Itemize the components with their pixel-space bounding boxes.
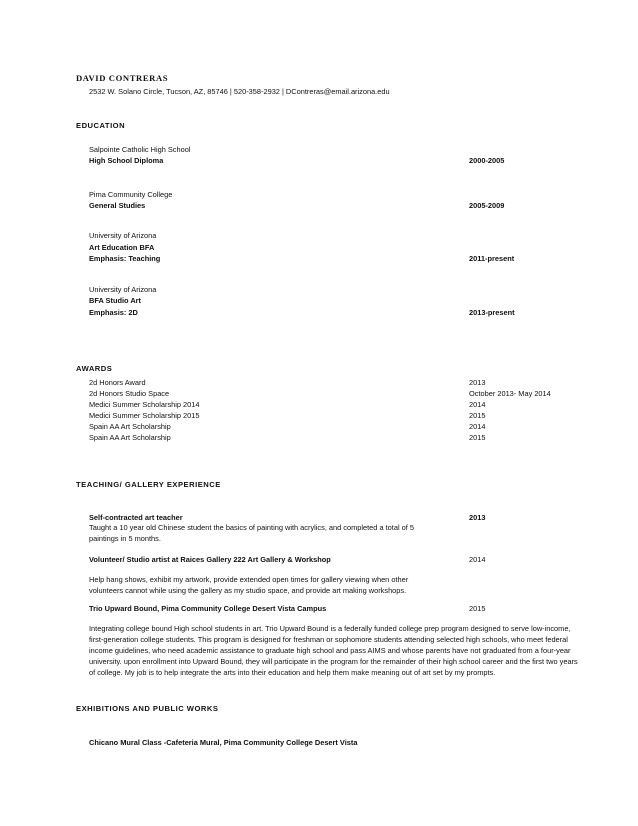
school-name: Salpointe Catholic High School	[89, 145, 191, 154]
school-name: University of Arizona	[89, 231, 157, 240]
award-date: 2014	[469, 400, 486, 409]
school-name: University of Arizona	[89, 285, 157, 294]
exhibitions-heading: EXHIBITIONS AND PUBLIC WORKS	[76, 704, 219, 713]
awards-heading: AWARDS	[76, 364, 113, 373]
education-date: 2000-2005	[469, 156, 505, 165]
degree: BFA Studio Art	[89, 296, 142, 305]
award-name: 2d Honors Award	[89, 378, 146, 387]
exhibition-title: Chicano Mural Class -Cafeteria Mural, Pima Community College Desert Vista	[89, 738, 358, 747]
award-date: 2015	[469, 411, 486, 420]
experience-date: 2015	[469, 604, 486, 613]
education-heading: EDUCATION	[76, 121, 126, 130]
experience-description: Taught a 10 year old Chinese student the basics of painting with acrylics, and completed a total of 5 paintings in 5 months.	[89, 523, 414, 543]
award-name: Spain AA Art Scholarship	[89, 433, 171, 442]
award-date: 2015	[469, 433, 486, 442]
experience-description: Integrating college bound High school students in art. Trio Upward Bound is a federally funded college prep program designed to serve low-income, first-generation college students. This program is designed for freshman or sophomore students attending selected high schools, who meet federal income guidelines, who need academic assistance to graduate high school and pass AIMS and whose parents have not graduated from a four-year university. upon enrollment into Upward Bound, they will participate in the program for the remainder of their high school career and the first two years of college. My job is to help integrate the arts into their education and help them make meaning out of art set by my prompts.	[89, 624, 578, 677]
award-name: Spain AA Art Scholarship	[89, 422, 171, 431]
experience-heading: TEACHING/ GALLERY EXPERIENCE	[76, 480, 221, 489]
emphasis: Emphasis: 2D	[89, 308, 138, 317]
award-name: Medici Summer Scholarship 2015	[89, 411, 200, 420]
school-name: Pima Community College	[89, 190, 173, 199]
experience-description: Help hang shows, exhibit my artwork, provide extended open times for gallery viewing when other volunteers cannot while using the gallery as my studio space, and provide art making workshops.	[89, 575, 409, 595]
experience-date: 2013	[469, 513, 486, 522]
award-name: Medici Summer Scholarship 2014	[89, 400, 200, 409]
experience-title: Trio Upward Bound, Pima Community College Desert Vista Campus	[89, 604, 327, 613]
degree: General Studies	[89, 201, 146, 210]
degree: High School Diploma	[89, 156, 164, 165]
resume-name: DAVID CONTRERAS	[76, 73, 169, 83]
experience-title: Volunteer/ Studio artist at Raices Gallery 222 Art Gallery & Workshop	[89, 555, 331, 564]
award-date: 2013	[469, 378, 486, 387]
award-date: 2014	[469, 422, 486, 431]
education-date: 2005-2009	[469, 201, 505, 210]
experience-title: Self-contracted art teacher	[89, 513, 183, 522]
award-date: October 2013- May 2014	[469, 389, 551, 398]
emphasis: Emphasis: Teaching	[89, 254, 161, 263]
award-name: 2d Honors Studio Space	[89, 389, 170, 398]
experience-date: 2014	[469, 555, 486, 564]
education-date: 2011-present	[469, 254, 515, 263]
education-date: 2013-present	[469, 308, 515, 317]
degree: Art Education BFA	[89, 243, 155, 252]
contact-line: 2532 W. Solano Circle, Tucson, AZ, 85746 | 520-358-2932 | DContreras@email.arizona.edu	[89, 87, 390, 96]
